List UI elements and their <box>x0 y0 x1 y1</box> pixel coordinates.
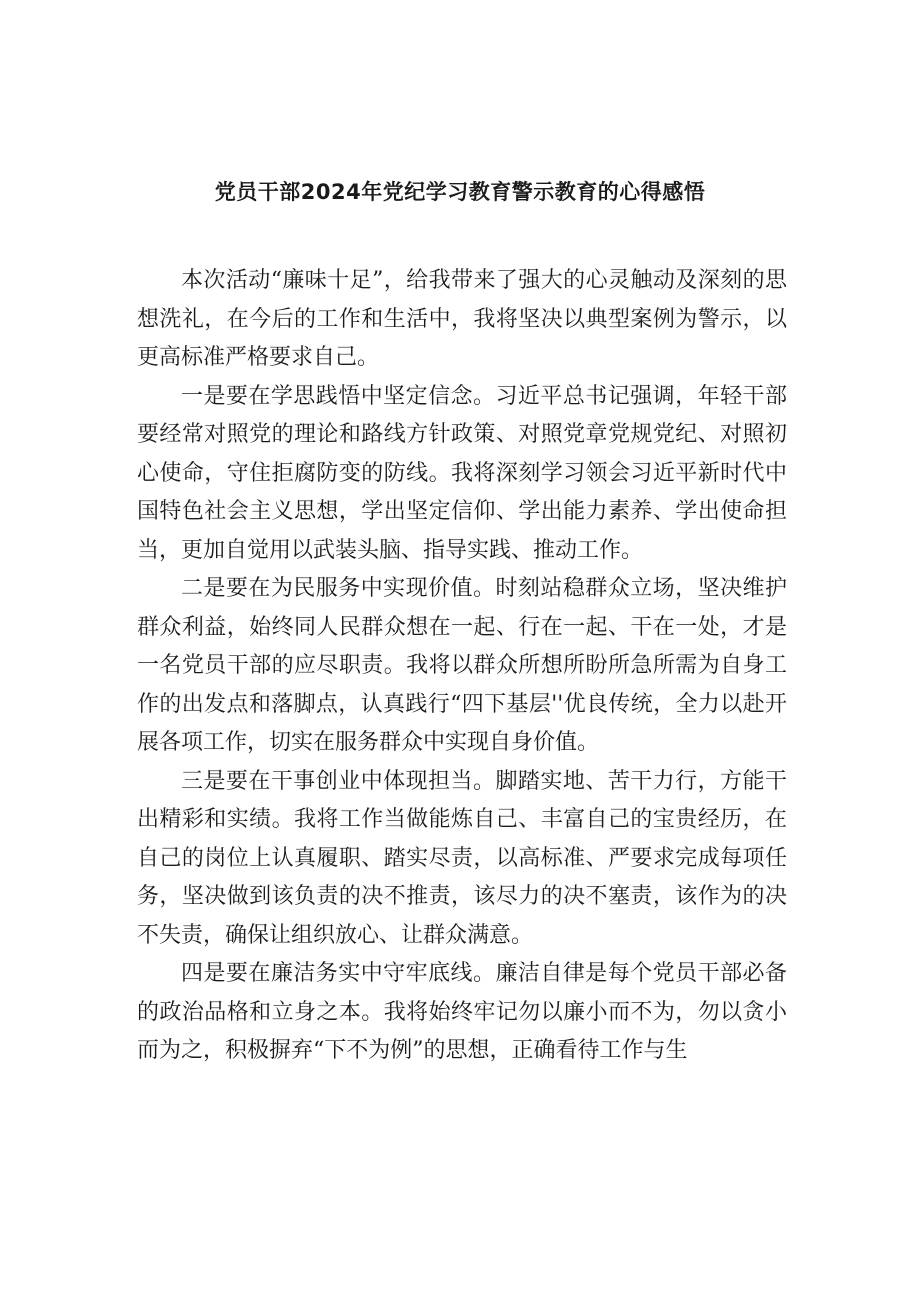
paragraph-intro: 本次活动“廉味十足”，给我带来了强大的心灵触动及深刻的思想洗礼，在今后的工作和生活中，我将坚决以典型案例为警示，以更高标准严格要求自己。 <box>137 268 787 370</box>
paragraph-point-four: 四是要在廉洁务实中守牢底线。廉洁自律是每个党员干部必备的政治品格和立身之本。我将始终牢记勿以廉小而不为，勿以贪小而为之，积极摒弃“下不为例”的思想，正确看待工作与生 <box>137 961 787 1063</box>
paragraph-point-one: 一是要在学思践悟中坚定信念。习近平总书记强调，年轻干部要经常对照党的理论和路线方针政策、对照党章党规党纪、对照初心使命，守住拒腐防变的防线。我将深刻学习领会习近平新时代中国特色社会主义思想，学出坚定信仰、学出能力素养、学出使命担当，更加自觉用以武装头脑、指导实践、推动工作。 <box>137 383 787 563</box>
paragraph-point-three: 三是要在干事创业中体现担当。脚踏实地、苦干力行，方能干出精彩和实绩。我将工作当做能炼自己、丰富自己的宝贵经历，在自己的岗位上认真履职、踏实尽责，以高标准、严要求完成每项任务，坚决做到该负责的决不推责，该尽力的决不塞责，该作为的决不失责，确保让组织放心、让群众满意。 <box>137 768 787 948</box>
paragraph-point-two: 二是要在为民服务中实现价值。时刻站稳群众立场，坚决维护群众利益，始终同人民群众想在一起、行在一起、干在一处，才是一名党员干部的应尽职责。我将以群众所想所盼所急所需为自身工作的出发点和落脚点，认真践行“四下基层''优良传统，全力以赴开展各项工作，切实在服务群众中实现自身价值。 <box>137 576 787 755</box>
document-body <box>137 262 787 1071</box>
document-title: 党员干部2024年党纪学习教育警示教育的心得感悟 <box>214 180 706 204</box>
